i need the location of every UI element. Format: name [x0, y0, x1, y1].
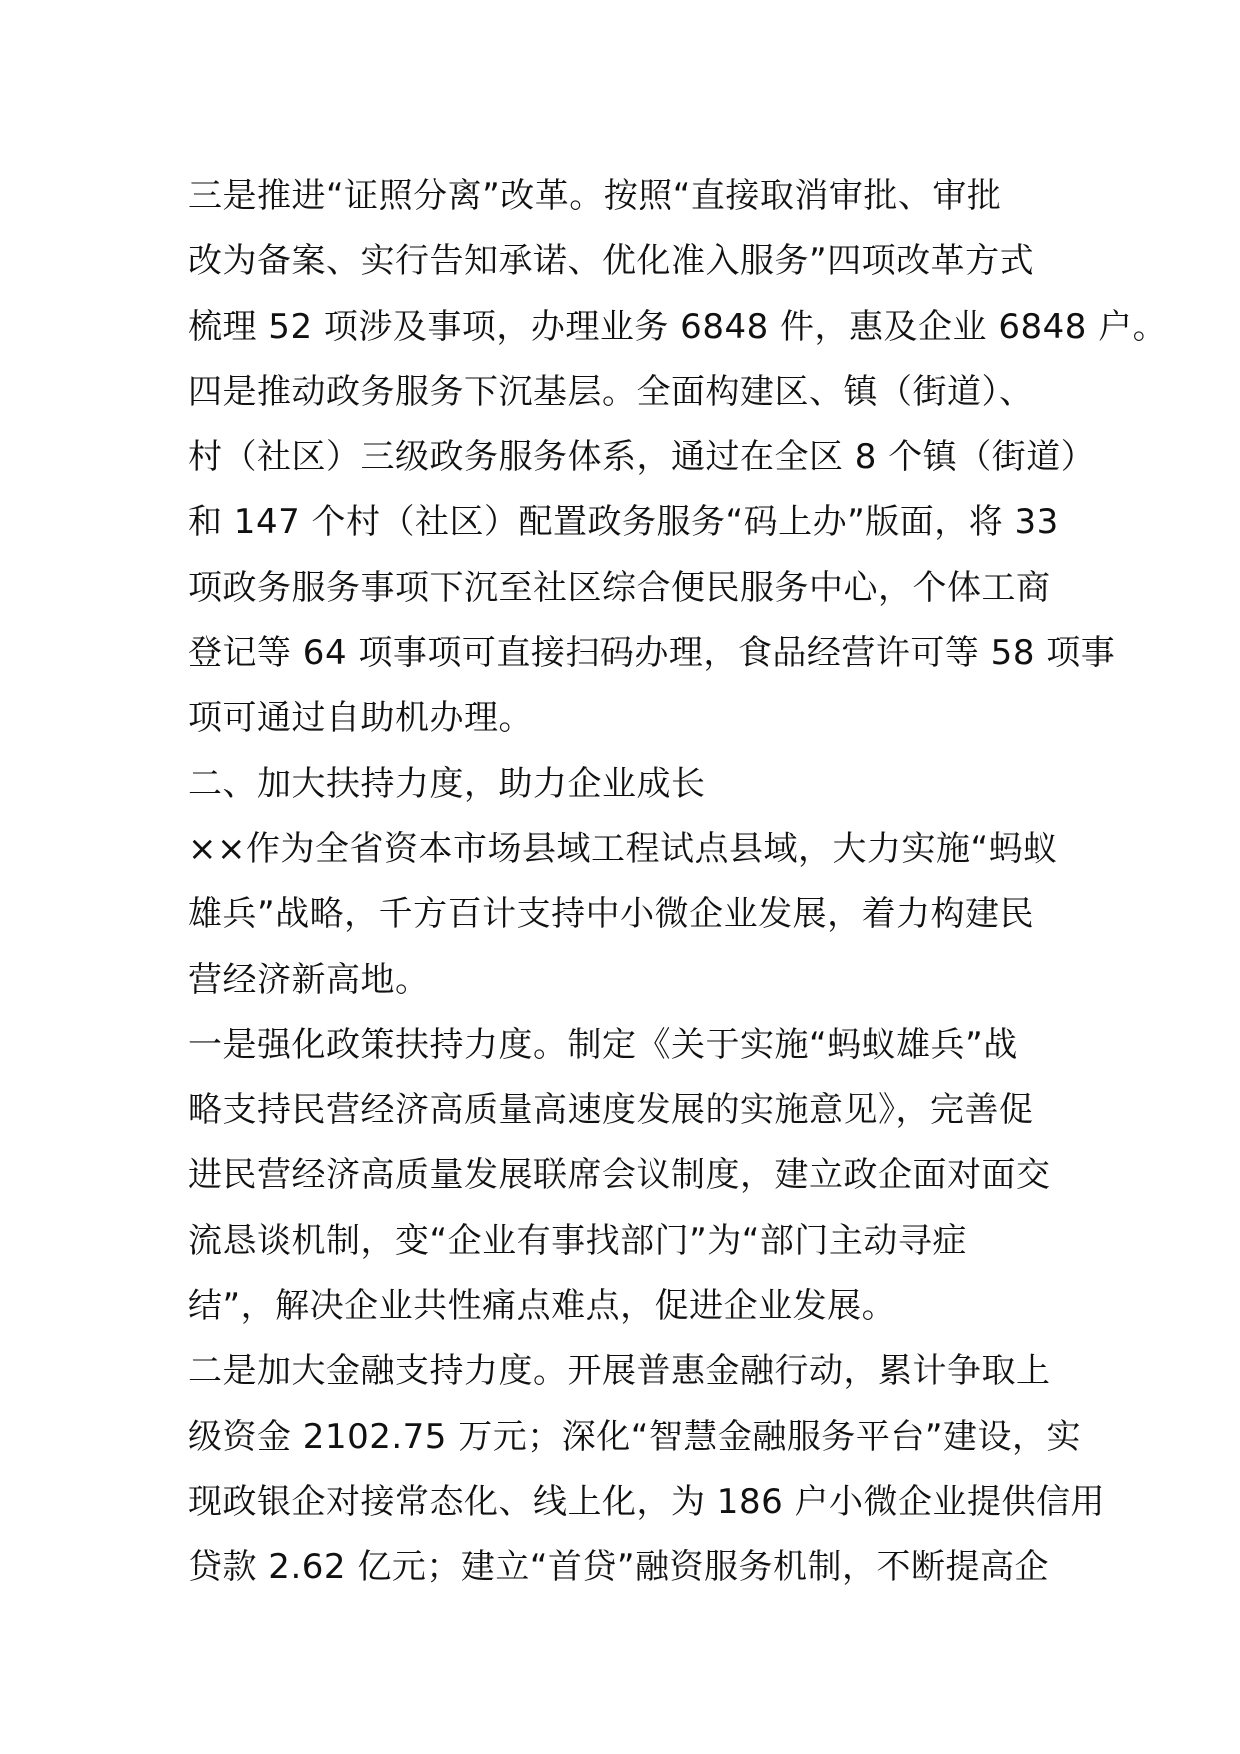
text-line: 流恳谈机制，变“企业有事找部门”为“部门主动寻症	[188, 1220, 967, 1261]
text-line: 营经济新高地。	[188, 959, 430, 1000]
text-line: 登记等 64 项事项可直接扫码办理，食品经营许可等 58 项事	[188, 633, 1116, 674]
text-line: 梳理 52 项涉及事项，办理业务 6848 件，惠及企业 6848 户。	[188, 306, 1168, 347]
text-line: 四是推动政务服务下沉基层。全面构建区、镇（街道）、	[188, 371, 1034, 412]
text-line: 级资金 2102.75 万元；深化“智慧金融服务平台”建设，实	[188, 1416, 1081, 1457]
text-line: 一是强化政策扶持力度。制定《关于实施“蚂蚁雄兵”战	[188, 1024, 1018, 1065]
text-line: 三是推进“证照分离”改革。按照“直接取消审批、审批	[188, 176, 1002, 216]
text-line: 雄兵”战略，千方百计支持中小微企业发展，着力构建民	[188, 894, 1035, 935]
text-line: 二是加大金融支持力度。开展普惠金融行动，累计争取上	[188, 1351, 1051, 1392]
text-line: 项政务服务事项下沉至社区综合便民服务中心，个体工商	[188, 567, 1051, 608]
text-line: 结”，解决企业共性痛点难点，促进企业发展。	[188, 1286, 897, 1327]
text-line: 村（社区）三级政务服务体系，通过在全区 8 个镇（街道）	[188, 437, 1096, 478]
text-line: ××作为全省资本市场县域工程试点县域，大力实施“蚂蚁	[188, 828, 1058, 869]
text-line: 略支持民营经济高质量高速度发展的实施意见》，完善促	[188, 1090, 1034, 1131]
text-line: 项可通过自助机办理。	[188, 698, 533, 739]
document-body	[188, 164, 1168, 1601]
text-line: 进民营经济高质量发展联席会议制度，建立政企面对面交	[188, 1155, 1051, 1196]
text-line: 改为备案、实行告知承诺、优化准入服务”四项改革方式	[188, 241, 1035, 282]
text-line: 贷款 2.62 亿元；建立“首贷”融资服务机制，不断提高企	[188, 1547, 1050, 1588]
section-heading: 二、加大扶持力度，助力企业成长	[188, 763, 706, 804]
text-line: 和 147 个村（社区）配置政务服务“码上办”版面，将 33	[188, 502, 1059, 543]
text-line: 现政银企对接常态化、线上化，为 186 户小微企业提供信用	[188, 1481, 1106, 1522]
